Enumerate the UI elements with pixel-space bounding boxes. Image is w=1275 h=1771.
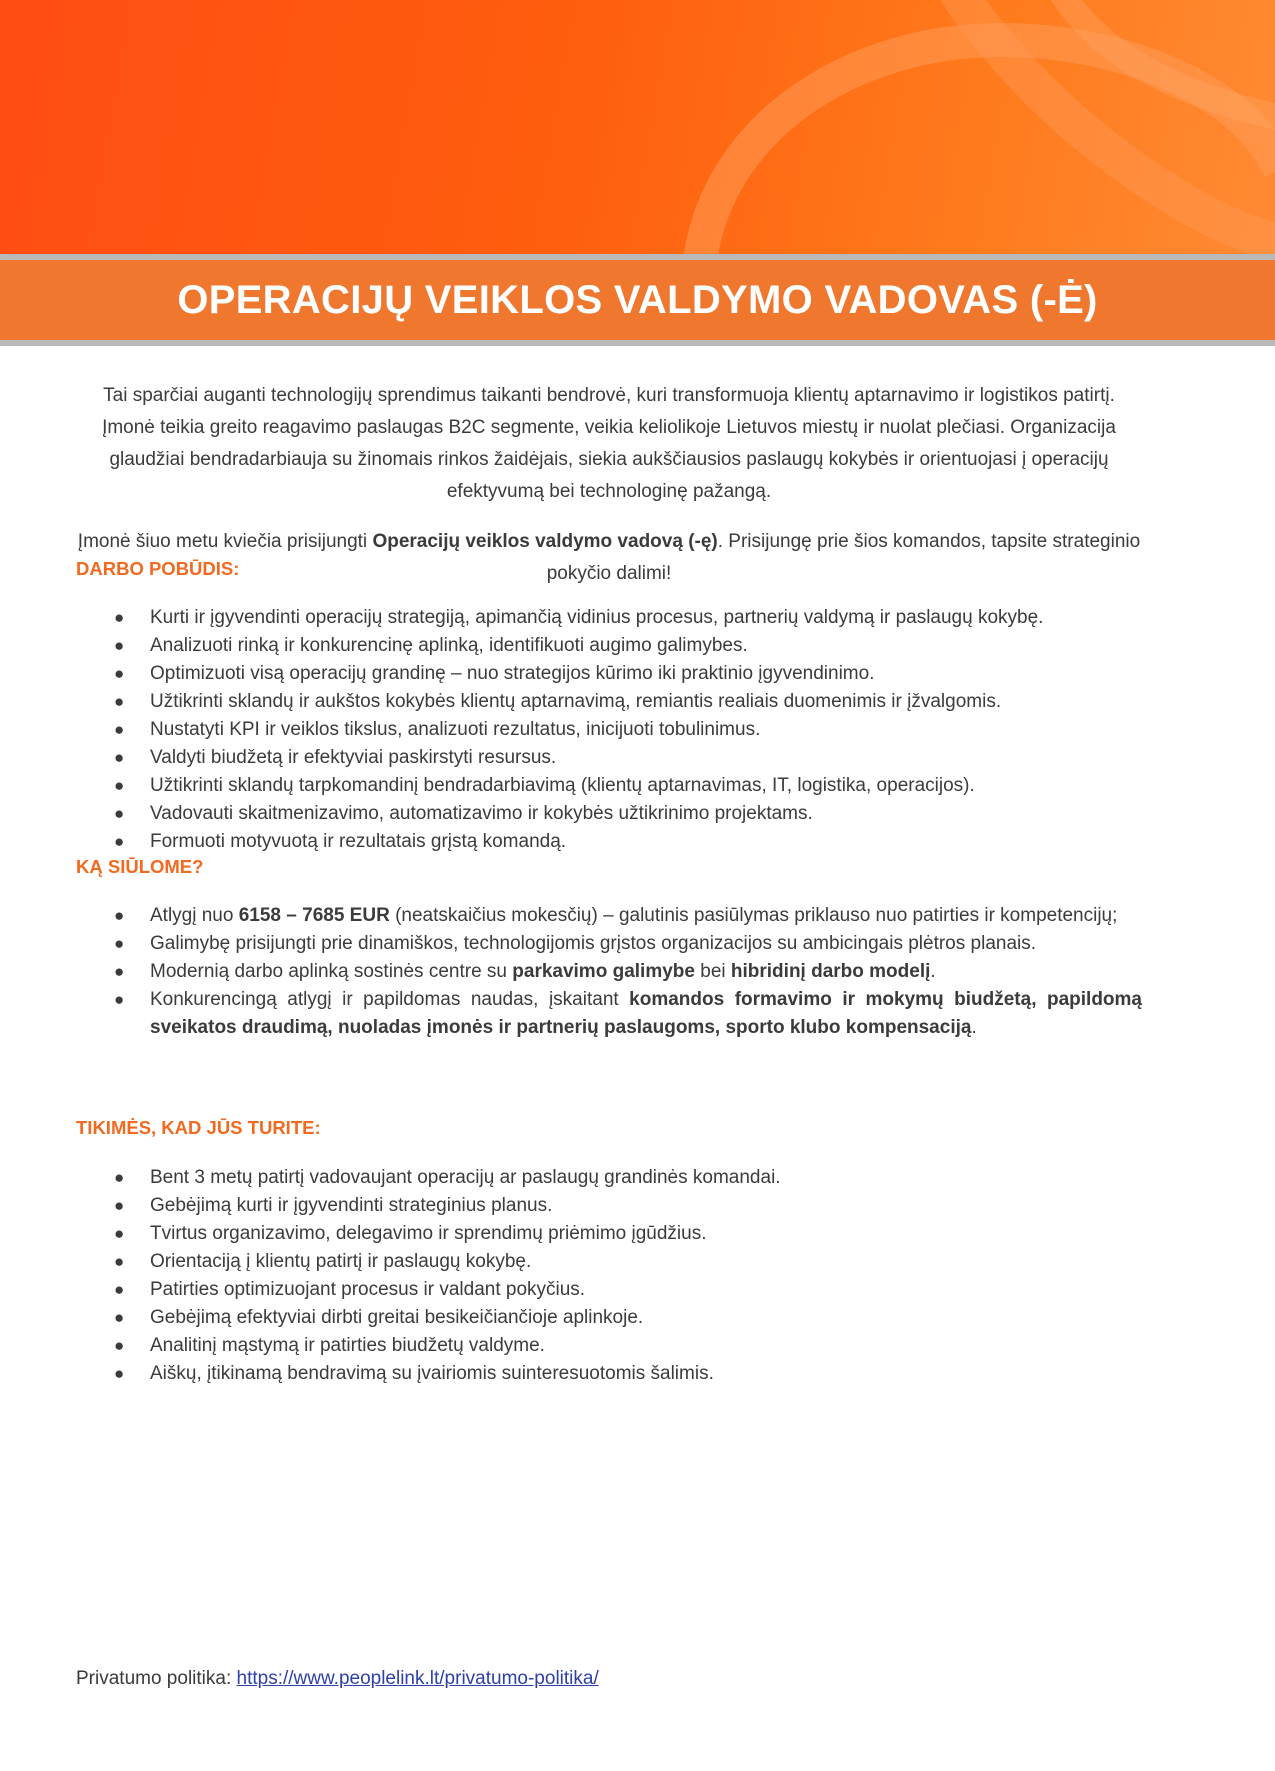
banner-swirl-graphic: [0, 0, 1275, 254]
bullet-icon: ●: [114, 804, 125, 823]
bullet-icon: ●: [114, 1196, 125, 1215]
list-item: [76, 660, 1142, 688]
privacy-label: Privatumo politika:: [76, 1668, 237, 1689]
list-item: [76, 716, 1142, 744]
list-item: [76, 1192, 1142, 1220]
list-item-text: Bent 3 metų patirtį vadovaujant operacijų ar paslaugų grandinės komandai.: [150, 1167, 781, 1188]
privacy-policy-link[interactable]: https://www.peoplelink.lt/privatumo-politika/: [236, 1668, 599, 1689]
work-duties-list: [76, 604, 1142, 856]
list-item: [76, 1304, 1142, 1332]
list-item: [76, 632, 1142, 660]
bullet-icon: ●: [114, 934, 125, 953]
bullet-icon: ●: [114, 962, 125, 981]
list-item-text: Optimizuoti visą operacijų grandinę – nuo strategijos kūrimo iki praktinio įgyvendinimo.: [150, 663, 875, 684]
bullet-icon: ●: [114, 608, 125, 627]
list-item: [76, 744, 1142, 772]
list-item: ● Galimybę prisijungti prie dinamiškos, technologijomis grįstos organizacijos su ambicingais plėtros planais.: [76, 930, 1142, 958]
list-item: ● Modernią darbo aplinką sostinės centre su parkavimo galimybe bei hibridinį darbo modelį.: [76, 958, 1142, 986]
list-item-text: Kurti ir įgyvendinti operacijų strategiją, apimančią vidinius procesus, partnerių valdymą ir paslaugų kokybę.: [150, 607, 1044, 628]
requirements-list: [76, 1164, 1142, 1388]
list-item-text: Užtikrinti sklandų tarpkomandinį bendradarbiavimą (klientų aptarnavimas, IT, logistika, operacijos).: [150, 775, 975, 796]
list-item-text: Gebėjimą efektyviai dirbti greitai besikeičiančioje aplinkoje.: [150, 1307, 644, 1328]
list-item: [76, 1220, 1142, 1248]
content: [76, 380, 1142, 1384]
list-item: ● Konkurencingą atlygį ir papildomas naudas, įskaitant komandos formavimo ir mokymų biudžetą, papildomą sveikatos draudimą, nuoladas įmonės ir partnerių paslaugoms, sporto klubo kompensaciją.: [76, 986, 1142, 1042]
list-item-text: Užtikrinti sklandų ir aukštos kokybės klientų aptarnavimą, remiantis realiais duomenimis ir įžvalgomis.: [150, 691, 1002, 712]
list-item: [76, 828, 1142, 856]
bullet-icon: ●: [114, 720, 125, 739]
intro-paragraph: Tai sparčiai auganti technologijų sprendimus taikanti bendrovė, kuri transformuoja klientų aptarnavimo ir logistikos patirtį. Įmonė teikia greito reagavimo paslaugas B2C segmente, veikia keliolikoje Lietuvos miestų ir nuolat plečiasi. Organizacija glaudžiai bendradarbiauja su žinomais rinkos žaidėjais, siekia aukščiausios paslaugų kokybės ir orientuojasi į operacijų efektyvumą bei technologinę pažangą.: [102, 385, 1116, 502]
bullet-icon: ●: [114, 990, 125, 1009]
salary-range: 6158 – 7685 EUR: [238, 905, 390, 926]
list-item-text: Gebėjimą kurti ir įgyvendinti strateginius planus.: [150, 1195, 553, 1216]
list-item: [76, 1360, 1142, 1388]
list-item-text: Analitinį mąstymą ir patirties biudžetų valdyme.: [150, 1335, 545, 1356]
list-item-text: Vadovauti skaitmenizavimo, automatizavimo ir kokybės užtikrinimo projektams.: [150, 803, 813, 824]
section-heading-offer: KĄ SIŪLOME?: [76, 856, 204, 877]
bullet-icon: ●: [114, 748, 125, 767]
offer-list: [76, 902, 1142, 1042]
bullet-icon: ●: [114, 1168, 125, 1187]
list-item: [76, 1164, 1142, 1192]
list-item-text: Orientaciją į klientų patirtį ir paslaugų kokybę.: [150, 1251, 532, 1272]
title-bar: [0, 254, 1275, 346]
list-item: [76, 800, 1142, 828]
list-item-text: Valdyti biudžetą ir efektyviai paskirstyti resursus.: [150, 747, 557, 768]
bullet-icon: ●: [114, 832, 125, 851]
bullet-icon: ●: [114, 1336, 125, 1355]
bullet-icon: ●: [114, 1308, 125, 1327]
list-item-text: Analizuoti rinką ir konkurencinę aplinką, identifikuoti augimo galimybes.: [150, 635, 748, 656]
bullet-icon: ●: [114, 692, 125, 711]
page-title: OPERACIJŲ VEIKLOS VALDYMO VADOVAS (-Ė): [177, 277, 1098, 322]
section-heading-expect: TIKIMĖS, KAD JŪS TURITE:: [76, 1117, 321, 1138]
list-item: [76, 1332, 1142, 1360]
bullet-icon: ●: [114, 1224, 125, 1243]
header-banner: [0, 0, 1275, 254]
bullet-icon: ●: [114, 776, 125, 795]
intro-invitation-text: Įmonė šiuo metu kviečia prisijungti: [77, 531, 373, 552]
list-item: ● Atlygį nuo 6158 – 7685 EUR (neatskaičius mokesčių) – galutinis pasiūlymas priklauso nuo patirties ir kompetencijų;: [76, 902, 1142, 930]
bullet-icon: ●: [114, 664, 125, 683]
bullet-icon: ●: [114, 1280, 125, 1299]
list-item-text: Patirties optimizuojant procesus ir valdant pokyčius.: [150, 1279, 586, 1300]
list-item-text: Nustatyti KPI ir veiklos tikslus, analizuoti rezultatus, inicijuoti tobulinimus.: [150, 719, 761, 740]
list-item: [76, 604, 1142, 632]
intro-invitation-text-end: . Prisijungę prie šios komandos, tapsite strateginio pokyčio dalimi!: [546, 531, 1141, 584]
list-item-text: Tvirtus organizavimo, delegavimo ir sprendimų priėmimo įgūdžius.: [150, 1223, 707, 1244]
list-item: [76, 1276, 1142, 1304]
list-item: [76, 1248, 1142, 1276]
bullet-icon: ●: [114, 636, 125, 655]
list-item: [76, 688, 1142, 716]
list-item: [76, 772, 1142, 800]
list-item-text: Aiškų, įtikinamą bendravimą su įvairiomis suinteresuotomis šalimis.: [150, 1363, 714, 1384]
footer: [76, 1668, 599, 1690]
list-item-text: Formuoti motyvuotą ir rezultatais grįstą komandą.: [150, 831, 567, 852]
section-heading-work: DARBO POBŪDIS:: [76, 558, 240, 579]
bullet-icon: ●: [114, 906, 125, 925]
bullet-icon: ●: [114, 1364, 125, 1383]
bullet-icon: ●: [114, 1252, 125, 1271]
position-name: Operacijų veiklos valdymo vadovą (-ę): [372, 531, 718, 552]
